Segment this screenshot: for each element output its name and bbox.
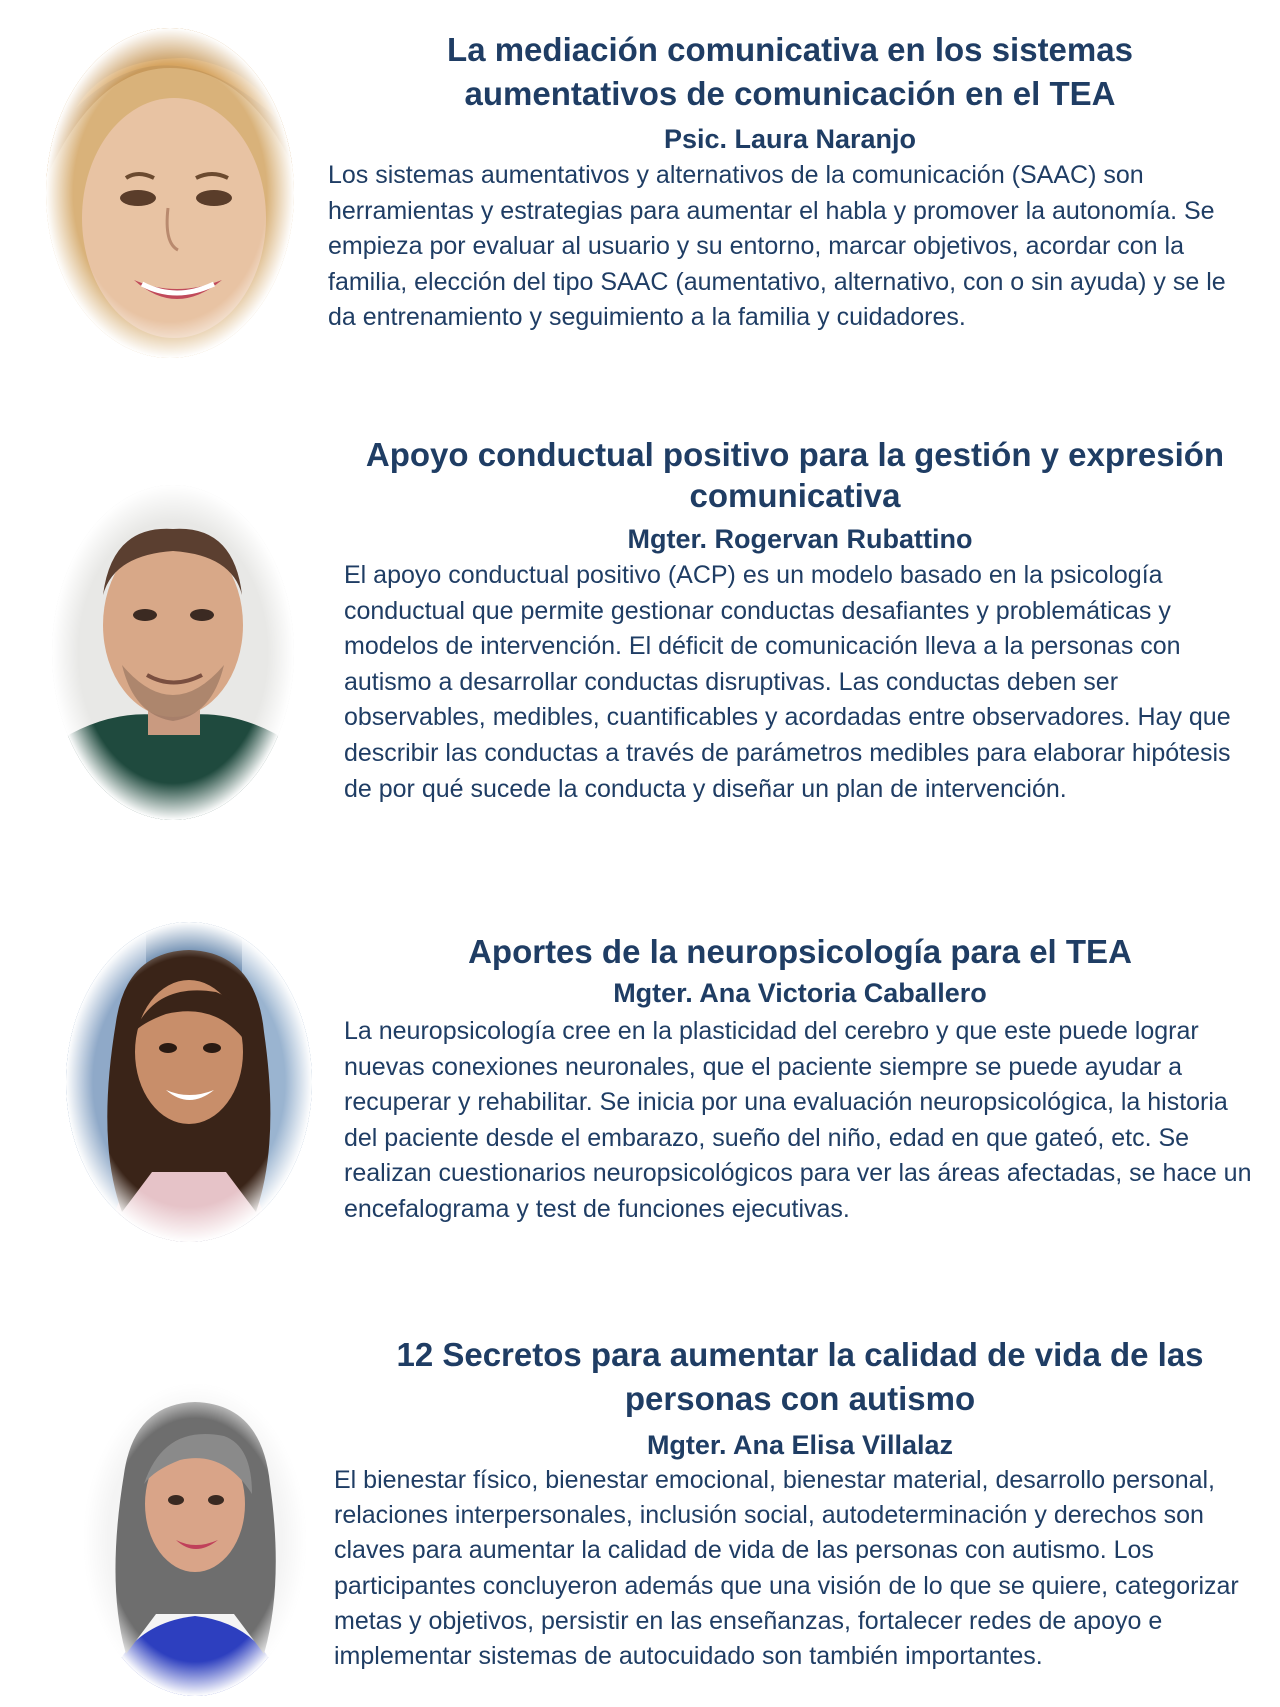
speaker-name: Mgter. Ana Victoria Caballero — [613, 978, 987, 1008]
speaker-name: Psic. Laura Naranjo — [663, 124, 917, 154]
talk-summary: Los sistemas aumentativos y alternativos de la comunicación (SAAC) son herramientas y estrategias para aumentar el habla y promover la autonomía. Se empieza por evaluar al usuario y su entorno, marcar objetivos, acordar con la familia, elección del tipo SAAC (aumentativo, alternativo, con o sin ayuda) y se le da entrenamiento y seguimiento a la familia y cuidadores. — [328, 161, 1226, 332]
speaker-photo-rogervan-rubattino — [52, 485, 294, 820]
talk-title: 12 Secretos para aumentar la calidad de vida de las personas con autismo — [396, 1336, 1204, 1417]
talk-summary: El bienestar físico, bienestar emocional, bienestar material, desarrollo personal, relaciones interpersonales, inclusión social, autodeterminación y derechos son claves para aumentar la calidad de vida de las personas con autismo. Los participantes concluyeron además que una visión de lo que se quiere, categorizar metas y objetivos, persistir en las enseñanzas, fortalecer redes de apoyo e implementar sistemas de autocuidado son también importantes. — [334, 1466, 1239, 1671]
speaker-name: Mgter. Ana Elisa Villalaz — [646, 1430, 954, 1460]
talk-title: Aportes de la neuropsicología para el TEA — [468, 933, 1132, 970]
talk-summary: El apoyo conductual positivo (ACP) es un modelo basado en la psicología conductual que permite gestionar conductas desafiantes y problemáticas y modelos de intervención. El déficit de comunicación lleva a la personas con autismo a desarrollar conductas disruptivas. Las conductas deben ser observables, medibles, cuantificables y acordadas entre observadores. Hay que describir las conductas a través de parámetros medibles para elaborar hipótesis de por qué sucede la conducta y diseñar un plan de intervención. — [344, 561, 1231, 803]
talk-summary: La neuropsicología cree en la plasticidad del cerebro y que este puede lograr nuevas conexiones neuronales, que el paciente siempre se puede ayudar a recuperar y rehabilitar. Se inicia por una evaluación neuropsicológica, la historia del paciente desde el embarazo, sueño del niño, edad en que gateó, etc. Se realizan cuestionarios neuropsicológicos para ver las áreas afectadas, se hace un encefalograma y test de funciones ejecutivas. — [344, 1017, 1252, 1223]
talk-title: Apoyo conductual positivo para la gestión y expresión comunicativa — [365, 436, 1225, 514]
talk-title: La mediación comunicativa en los sistemas aumentativos de comunicación en el TEA — [447, 31, 1133, 112]
speaker-name: Mgter. Rogervan Rubattino — [627, 524, 973, 554]
speaker-photo-ana-victoria-caballero — [66, 922, 312, 1242]
speaker-photo-ana-elisa-villalaz — [84, 1384, 306, 1696]
speaker-photo-laura-naranjo — [46, 28, 294, 358]
